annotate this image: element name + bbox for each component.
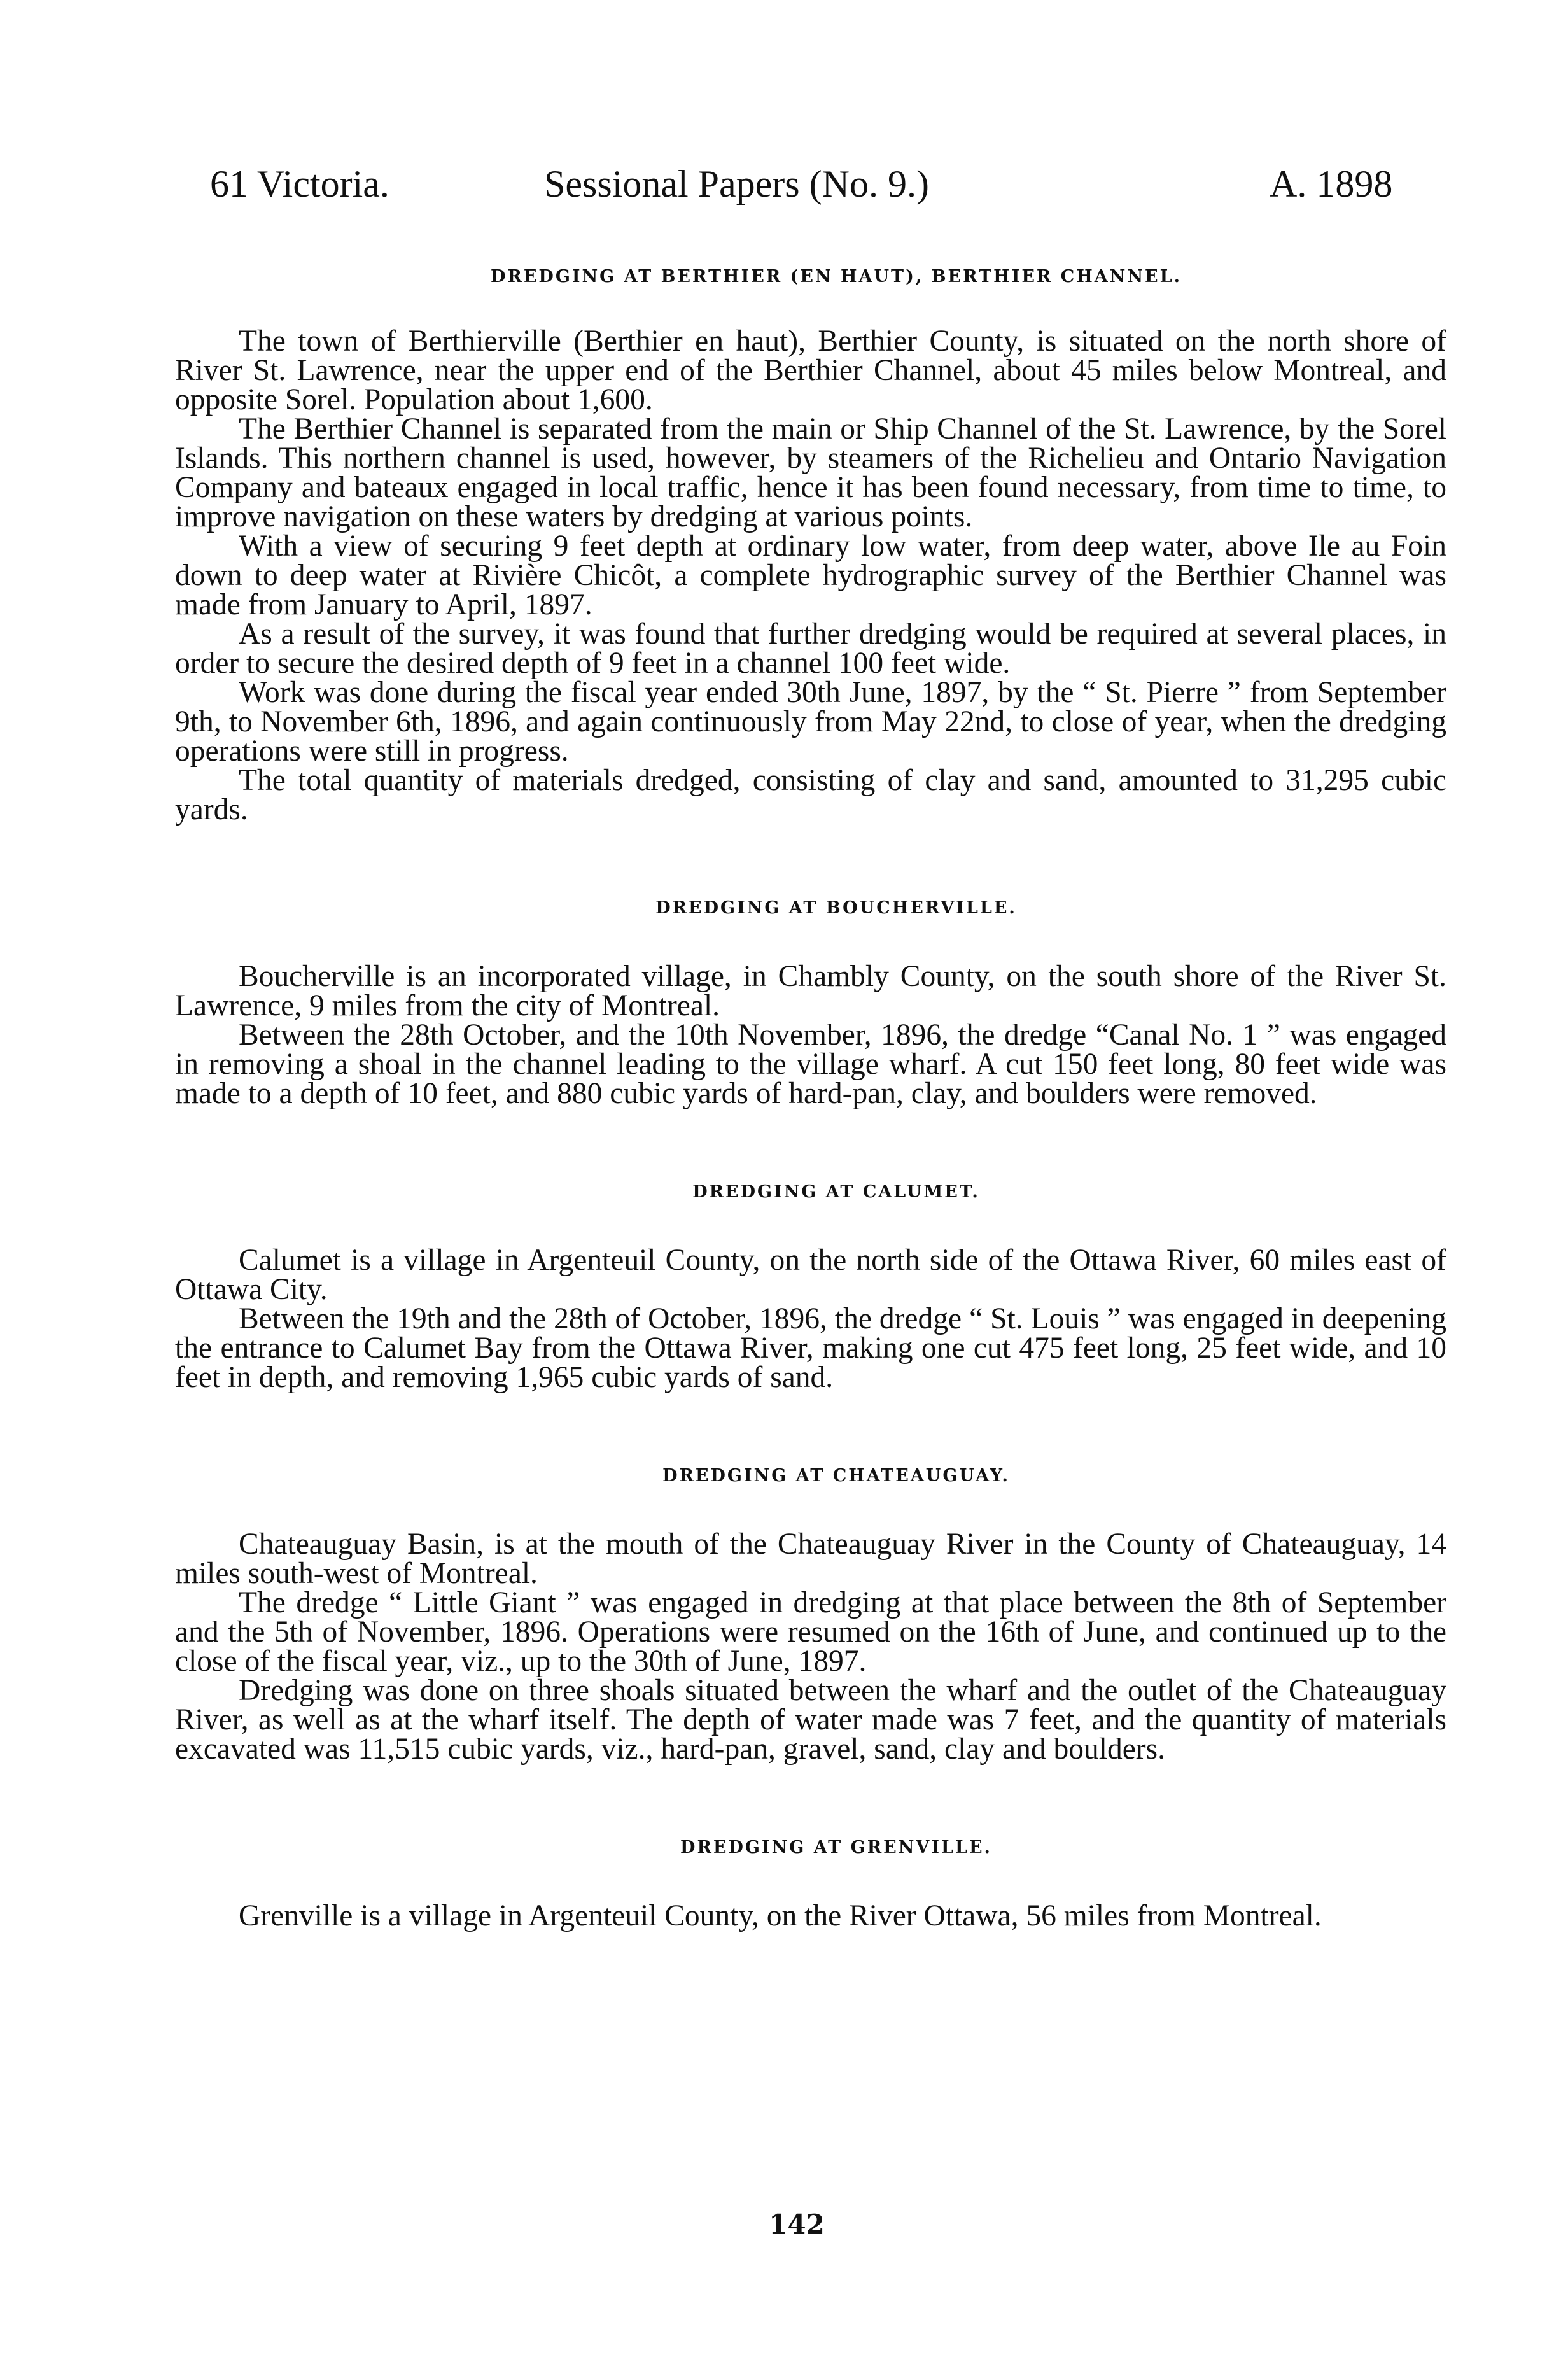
section-berthier xyxy=(175,264,1446,824)
paragraph: Work was done during the fiscal year ended 30th June, 1897, by the “ St. Pierre ” from September 9th, to November 6th, 1896, and again continuously from May 22nd, to close of year, when the dredging operations were still in progress. xyxy=(175,676,1446,768)
paragraph: Between the 19th and the 28th of October, 1896, the dredge “ St. Louis ” was engaged in deepening the entrance to Calumet Bay from the Ottawa River, making one cut 475 feet long, 25 feet wide, and 10 feet in depth, and removing 1,965 cubic yards of sand. xyxy=(175,1302,1446,1394)
paragraph: As a result of the survey, it was found that further dredging would be required at several places, in order to secure the desired depth of 9 feet in a channel 100 feet wide. xyxy=(175,617,1446,680)
paragraph: Between the 28th October, and the 10th November, 1896, the dredge “Canal No. 1 ” was engaged in removing a shoal in the channel leading to the village wharf. A cut 150 feet long, 80 feet wide was made to a depth of 10 feet, and 880 cubic yards of hard-pan, clay, and boulders were removed. xyxy=(175,1018,1446,1110)
paragraph: The total quantity of materials dredged, consisting of clay and sand, amounted to 31,295 cubic yards. xyxy=(175,764,1446,826)
section-grenville xyxy=(175,1835,1446,1931)
header-center: Sessional Papers (No. 9.) xyxy=(544,163,929,205)
paragraph: With a view of securing 9 feet depth at ordinary low water, from deep water, above Ile au Foin down to deep water at Rivière Chicôt, a complete hydrographic survey of the Berthier Channel was made from January to April, 1897. xyxy=(175,530,1446,621)
paragraph: Dredging was done on three shoals situated between the wharf and the outlet of the Chateauguay River, as well as at the wharf itself. The depth of water made was 7 feet, and the quantity of materials excavated was 11,515 cubic yards, viz., hard-pan, gravel, sand, clay and boulders. xyxy=(175,1674,1446,1766)
paragraph: Grenville is a village in Argenteuil County, on the River Ottawa, 56 miles from Montreal. xyxy=(239,1899,1322,1932)
paragraph: The dredge “ Little Giant ” was engaged in dredging at that place between the 8th of September and the 5th of November, 1896. Operations were resumed on the 16th of June, and continued up to the close of the fiscal year, viz., up to the 30th of June, 1897. xyxy=(175,1586,1446,1678)
section-boucherville xyxy=(175,896,1446,1108)
header-right: A. 1898 xyxy=(1270,163,1393,205)
document-body xyxy=(175,264,1446,2002)
section-title: DREDGING AT BOUCHERVILLE. xyxy=(655,898,1017,918)
header-left: 61 Victoria. xyxy=(210,163,389,205)
page-number: 142 xyxy=(769,2209,825,2240)
section-title: DREDGING AT CHATEAUGUAY. xyxy=(662,1466,1010,1486)
section-chateauguay xyxy=(175,1463,1446,1764)
page-header xyxy=(0,162,1568,220)
section-title: DREDGING AT CALUMET. xyxy=(692,1182,980,1202)
section-calumet xyxy=(175,1179,1446,1392)
paragraph: Boucherville is an incorporated village, in Chambly County, on the south shore of the River St. Lawrence, 9 miles from the city of Montreal. xyxy=(175,960,1446,1022)
paragraph: Chateauguay Basin, is at the mouth of the Chateauguay River in the County of Chateauguay, 14 miles south-west of Montreal. xyxy=(175,1528,1446,1590)
section-title: DREDGING AT BERTHIER (EN HAUT), BERTHIER CHANNEL. xyxy=(490,267,1182,286)
paragraph: The Berthier Channel is separated from the main or Ship Channel of the St. Lawrence, by the Sorel Islands. This northern channel is used, however, by steamers of the Richelieu and Ontario Navigation Company and bateaux engaged in local traffic, hence it has been found necessary, from time to time, to improve navigation on these waters by dredging at various points. xyxy=(175,412,1446,533)
paragraph: The town of Berthierville (Berthier en haut), Berthier County, is situated on the north shore of River St. Lawrence, near the upper end of the Berthier Channel, about 45 miles below Montreal, and opposite Sorel. Population about 1,600. xyxy=(175,325,1446,416)
section-title: DREDGING AT GRENVILLE. xyxy=(680,1838,992,1857)
paragraph: Calumet is a village in Argenteuil County, on the north side of the Ottawa River, 60 miles east of Ottawa City. xyxy=(175,1244,1446,1306)
